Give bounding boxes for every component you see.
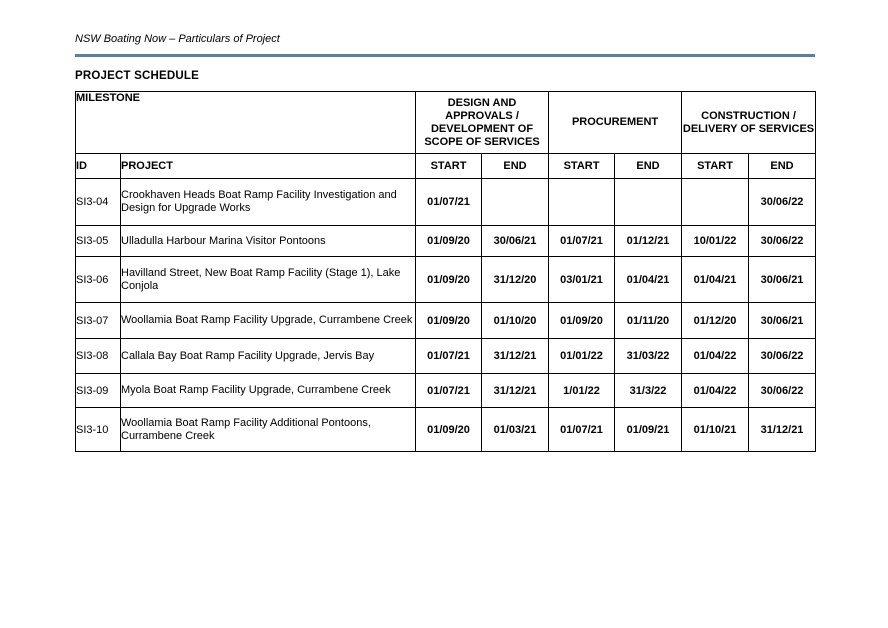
cell-procurement-start: 1/01/22 — [549, 374, 615, 408]
table-row — [76, 226, 816, 257]
cell-procurement-end — [615, 179, 682, 226]
cell-design-end: 31/12/21 — [482, 374, 549, 408]
table-row — [76, 408, 816, 452]
cell-id: SI3-07 — [76, 303, 121, 339]
table-row — [76, 179, 816, 226]
cell-id: SI3-09 — [76, 374, 121, 408]
cell-design-end: 31/12/21 — [482, 339, 549, 374]
cell-construction-end: 30/06/22 — [749, 374, 816, 408]
cell-procurement-start: 01/07/21 — [549, 226, 615, 257]
table-header — [76, 92, 816, 179]
column-header-construction-start: START — [682, 154, 749, 179]
cell-project: Havilland Street, New Boat Ramp Facility (Stage 1), Lake Conjola — [121, 257, 416, 303]
column-header-design-end: END — [482, 154, 549, 179]
cell-project: Crookhaven Heads Boat Ramp Facility Investigation and Design for Upgrade Works — [121, 179, 416, 226]
cell-procurement-start — [549, 179, 615, 226]
table-row — [76, 303, 816, 339]
cell-id: SI3-04 — [76, 179, 121, 226]
cell-project: Myola Boat Ramp Facility Upgrade, Currambene Creek — [121, 374, 416, 408]
cell-construction-end: 30/06/21 — [749, 257, 816, 303]
cell-procurement-end: 31/3/22 — [615, 374, 682, 408]
cell-procurement-start: 03/01/21 — [549, 257, 615, 303]
cell-design-start: 01/07/21 — [416, 339, 482, 374]
group-header-construction-delivery: CONSTRUCTION / DELIVERY OF SERVICES — [682, 92, 816, 154]
project-schedule-table — [75, 91, 816, 452]
cell-construction-end: 30/06/22 — [749, 339, 816, 374]
table-row — [76, 257, 816, 303]
cell-design-end: 01/10/20 — [482, 303, 549, 339]
cell-procurement-start: 01/01/22 — [549, 339, 615, 374]
cell-design-end: 01/03/21 — [482, 408, 549, 452]
document-header — [75, 33, 815, 57]
cell-procurement-end: 01/11/20 — [615, 303, 682, 339]
cell-design-start: 01/07/21 — [416, 179, 482, 226]
cell-design-start: 01/09/20 — [416, 226, 482, 257]
group-header-procurement: PROCUREMENT — [549, 92, 682, 154]
cell-id: SI3-10 — [76, 408, 121, 452]
table-header-row-sub — [76, 154, 816, 179]
cell-design-end: 30/06/21 — [482, 226, 549, 257]
cell-project: Woollamia Boat Ramp Facility Additional Pontoons, Currambene Creek — [121, 408, 416, 452]
cell-construction-start: 01/10/21 — [682, 408, 749, 452]
column-header-procurement-start: START — [549, 154, 615, 179]
cell-design-start: 01/09/20 — [416, 257, 482, 303]
table-row — [76, 339, 816, 374]
cell-id: SI3-05 — [76, 226, 121, 257]
cell-construction-start — [682, 179, 749, 226]
cell-construction-end: 30/06/22 — [749, 226, 816, 257]
column-header-procurement-end: END — [615, 154, 682, 179]
table-body — [76, 179, 816, 452]
column-header-construction-end: END — [749, 154, 816, 179]
cell-procurement-end: 31/03/22 — [615, 339, 682, 374]
cell-project: Ulladulla Harbour Marina Visitor Pontoons — [121, 226, 416, 257]
cell-construction-start: 01/04/22 — [682, 374, 749, 408]
cell-id: SI3-08 — [76, 339, 121, 374]
cell-procurement-start: 01/09/20 — [549, 303, 615, 339]
cell-design-end — [482, 179, 549, 226]
table-header-row-groups — [76, 92, 816, 154]
cell-design-start: 01/07/21 — [416, 374, 482, 408]
cell-construction-start: 01/12/20 — [682, 303, 749, 339]
cell-procurement-start: 01/07/21 — [549, 408, 615, 452]
cell-design-end: 31/12/20 — [482, 257, 549, 303]
group-header-milestone: MILESTONE — [76, 92, 416, 154]
table-row — [76, 374, 816, 408]
cell-project: Callala Bay Boat Ramp Facility Upgrade, Jervis Bay — [121, 339, 416, 374]
cell-design-start: 01/09/20 — [416, 303, 482, 339]
cell-procurement-end: 01/04/21 — [615, 257, 682, 303]
cell-construction-start: 01/04/21 — [682, 257, 749, 303]
cell-project: Woollamia Boat Ramp Facility Upgrade, Currambene Creek — [121, 303, 416, 339]
group-header-design-approvals: DESIGN AND APPROVALS / DEVELOPMENT OF SCOPE OF SERVICES — [416, 92, 549, 154]
cell-construction-end: 31/12/21 — [749, 408, 816, 452]
cell-construction-end: 30/06/22 — [749, 179, 816, 226]
cell-id: SI3-06 — [76, 257, 121, 303]
cell-construction-start: 10/01/22 — [682, 226, 749, 257]
cell-construction-end: 30/06/21 — [749, 303, 816, 339]
column-header-id: ID — [76, 154, 121, 179]
cell-construction-start: 01/04/22 — [682, 339, 749, 374]
cell-design-start: 01/09/20 — [416, 408, 482, 452]
column-header-project: PROJECT — [121, 154, 416, 179]
cell-procurement-end: 01/09/21 — [615, 408, 682, 452]
section-title: PROJECT SCHEDULE — [75, 70, 199, 82]
cell-procurement-end: 01/12/21 — [615, 226, 682, 257]
document-header-title: NSW Boating Now – Particulars of Project — [75, 33, 280, 45]
column-header-design-start: START — [416, 154, 482, 179]
